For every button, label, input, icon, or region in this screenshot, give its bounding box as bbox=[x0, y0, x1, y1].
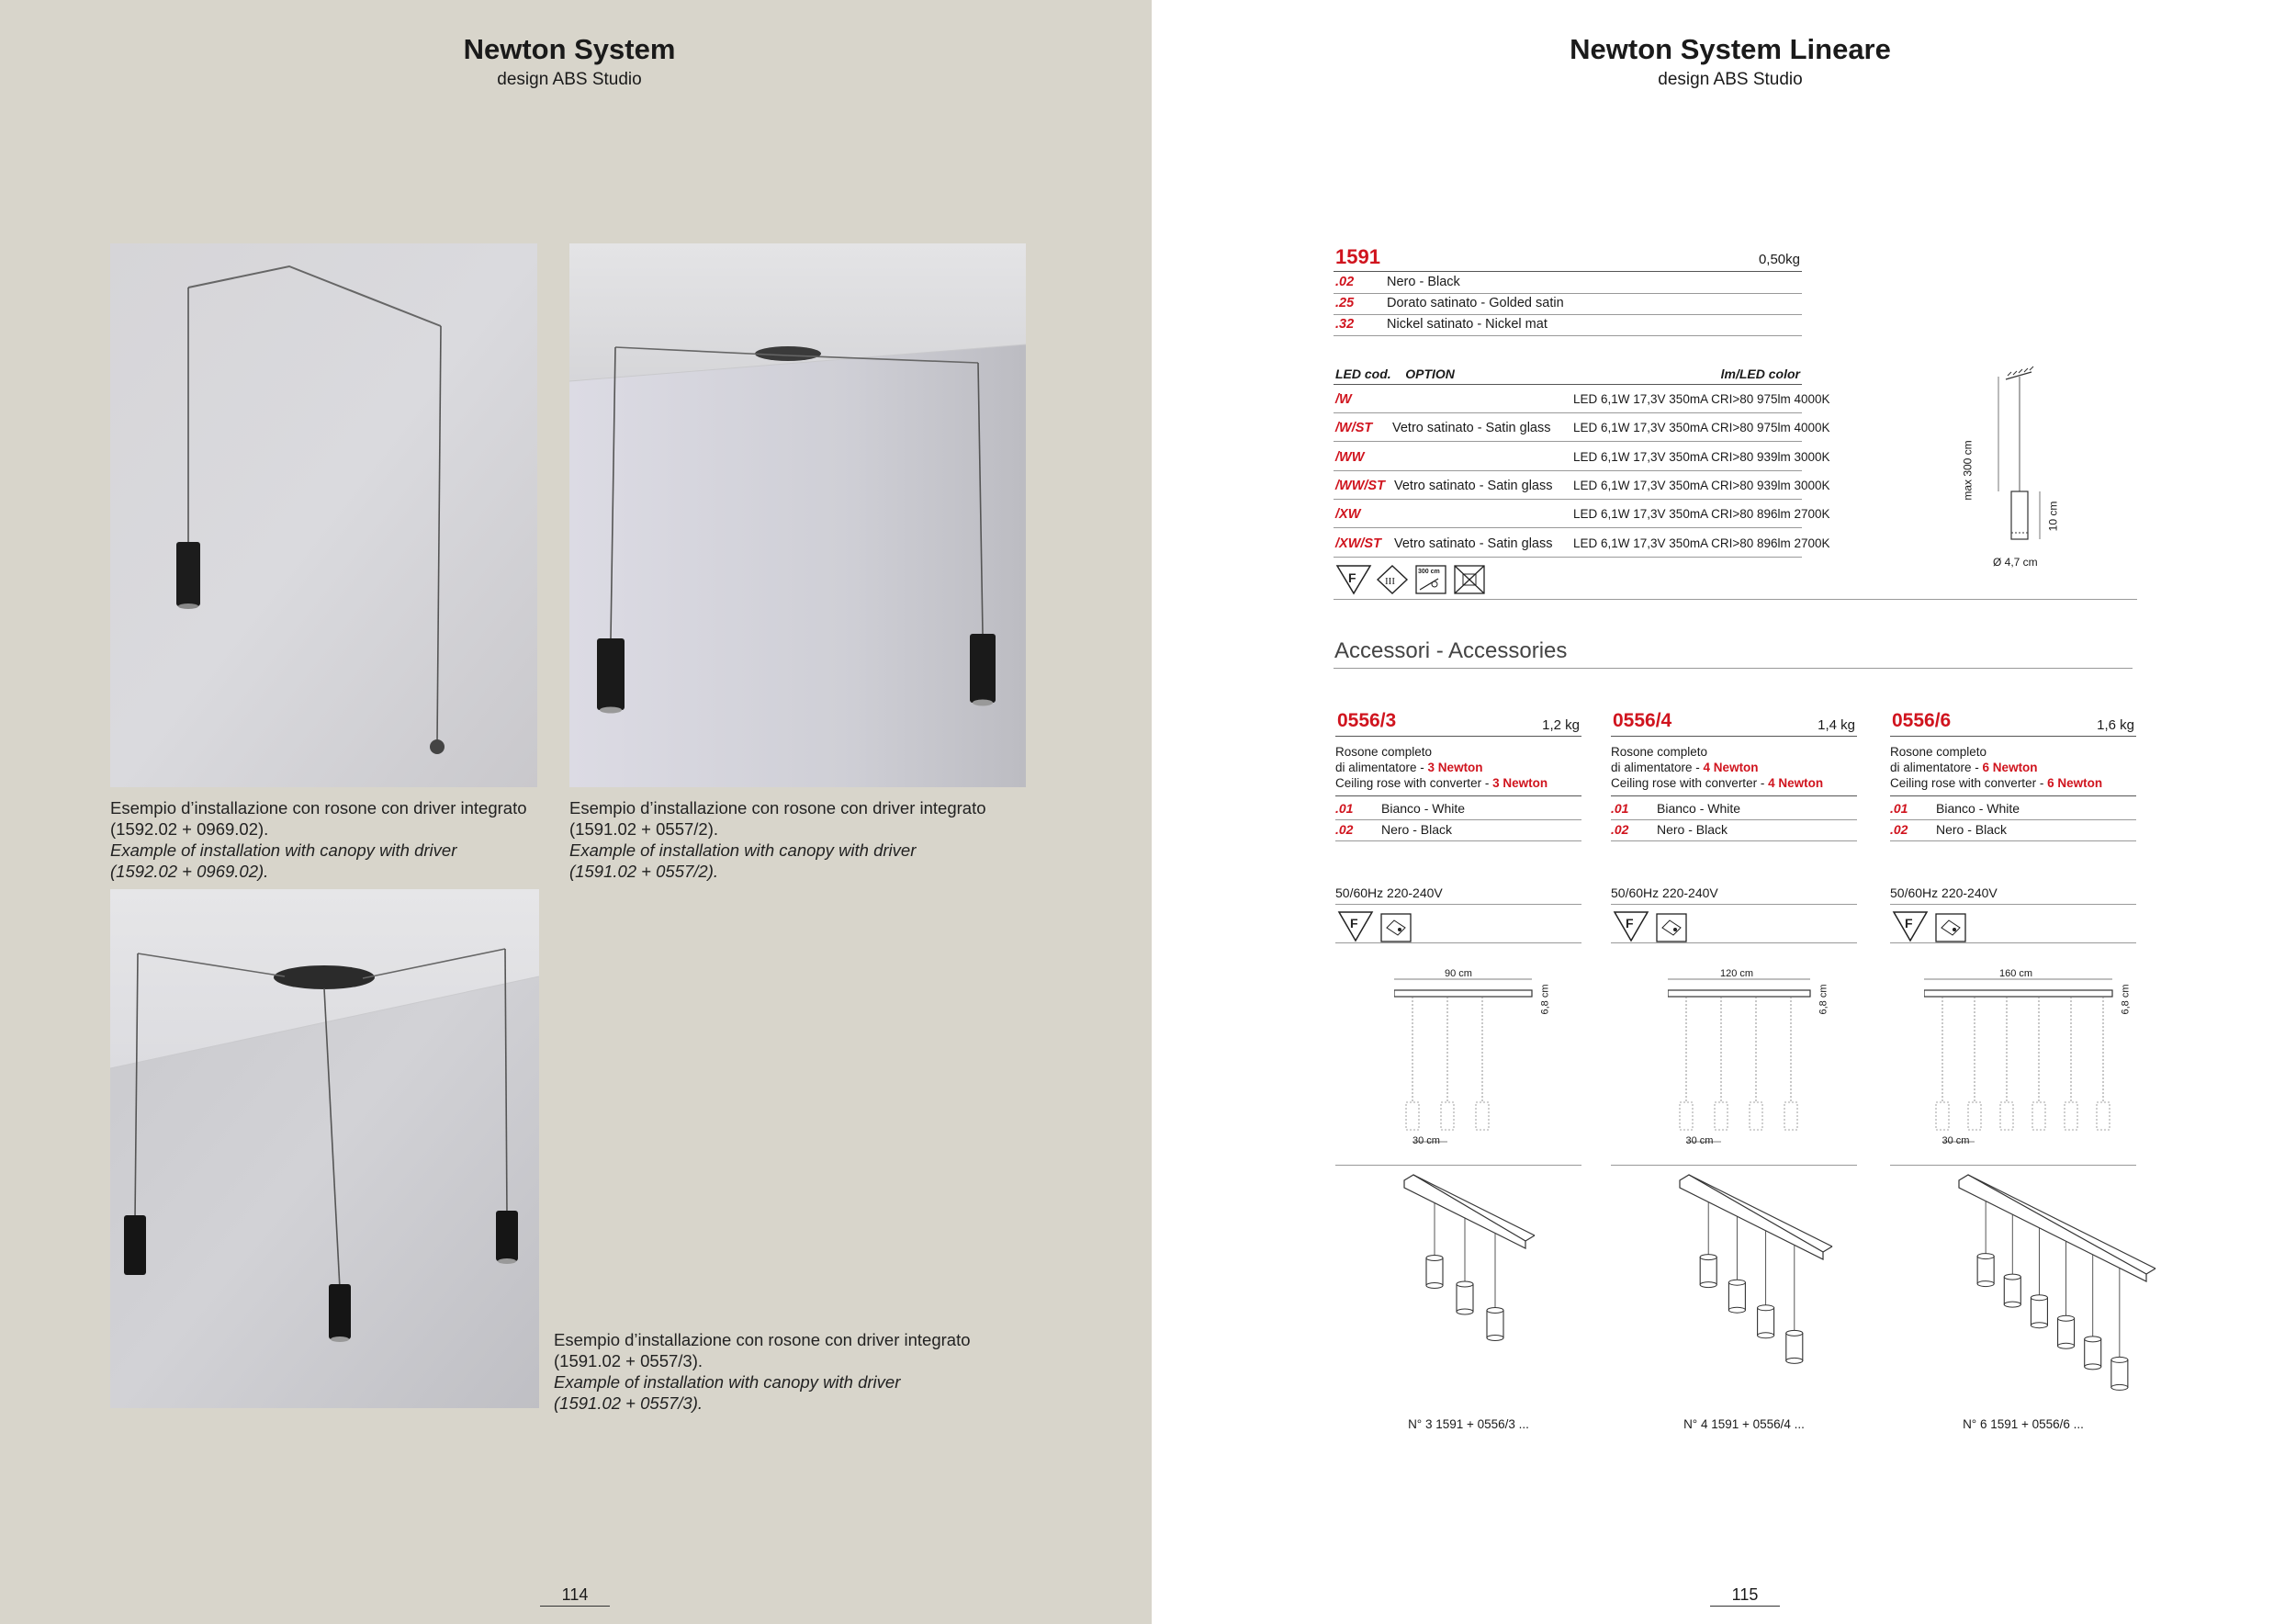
length-label: 120 cm bbox=[1720, 968, 1754, 979]
length-label: 160 cm bbox=[1999, 968, 2033, 979]
led-row: /W bbox=[1335, 392, 1352, 407]
divider bbox=[1335, 1165, 1581, 1166]
divider bbox=[1890, 840, 2136, 841]
divider bbox=[1334, 599, 2137, 600]
combination-label: N° 3 1591 + 0556/3 ... bbox=[1408, 1417, 1529, 1431]
spacing-label: 30 cm bbox=[1412, 1135, 1440, 1146]
divider bbox=[1611, 795, 1857, 796]
accessory-symbols bbox=[1337, 909, 1420, 946]
diameter-label: Ø 4,7 cm bbox=[1993, 556, 2038, 569]
led-row: /W/ST Vetro satinato - Satin glass bbox=[1335, 421, 1551, 436]
divider bbox=[1334, 499, 1802, 500]
led-spec: LED 6,1W 17,3V 350mA CRI>80 939lm 3000K bbox=[1573, 449, 1830, 464]
f-symbol-text: F bbox=[1348, 570, 1356, 585]
led-spec: LED 6,1W 17,3V 350mA CRI>80 939lm 3000K bbox=[1573, 478, 1830, 492]
perspective-drawing bbox=[1386, 1171, 1606, 1419]
divider bbox=[1334, 384, 1802, 385]
f-symbol-text: F bbox=[1626, 916, 1634, 930]
divider bbox=[1334, 293, 1802, 294]
accessory-description: Rosone completo di alimentatore - 3 Newton Ceiling rose with converter - 3 Newton bbox=[1335, 745, 1548, 790]
accessory-finish: .01 Bianco - White bbox=[1335, 801, 1466, 816]
dimension-drawing bbox=[1924, 974, 2149, 1157]
combination-label: N° 4 1591 + 0556/4 ... bbox=[1683, 1417, 1805, 1431]
voltage: 50/60Hz 220-240V bbox=[1335, 885, 1443, 900]
divider bbox=[1335, 819, 1581, 820]
led-row: /XW bbox=[1335, 507, 1361, 523]
page-subtitle: design ABS Studio bbox=[497, 70, 642, 89]
finish-row: .32 Nickel satinato - Nickel mat bbox=[1335, 317, 1548, 332]
voltage: 50/60Hz 220-240V bbox=[1890, 885, 1998, 900]
f-symbol-text: F bbox=[1905, 916, 1913, 930]
divider bbox=[1890, 819, 2136, 820]
caption-1: Esempio d’installazione con rosone con driver integrato (1592.02 + 0969.02). Example of installation with canopy with driver (1592.02 + 0969.02). bbox=[110, 798, 527, 881]
divider bbox=[1335, 942, 1581, 943]
page-title: Newton System bbox=[463, 33, 676, 65]
accessory-finish: .02 Nero - Black bbox=[1890, 822, 2008, 837]
divider bbox=[1334, 668, 2133, 669]
divider bbox=[1334, 335, 1802, 336]
height-label: 10 cm bbox=[2046, 501, 2060, 532]
divider bbox=[1890, 904, 2136, 905]
led-spec: LED 6,1W 17,3V 350mA CRI>80 975lm 4000K bbox=[1573, 392, 1830, 406]
divider bbox=[1611, 736, 1857, 737]
accessory-code: 0556/3 bbox=[1337, 710, 1397, 731]
max-height-label: max 300 cm bbox=[1961, 440, 1975, 501]
caption-2: Esempio d’installazione con rosone con driver integrato (1591.02 + 0557/2). Example of installation with canopy with driver (1591.02 + 0557/2). bbox=[569, 798, 986, 881]
divider bbox=[1334, 314, 1802, 315]
page-title: Newton System Lineare bbox=[1570, 33, 1891, 65]
combination-label: N° 6 1591 + 0556/6 ... bbox=[1963, 1417, 2084, 1431]
divider bbox=[1890, 942, 2136, 943]
voltage: 50/60Hz 220-240V bbox=[1611, 885, 1718, 900]
led-row: /WW/ST Vetro satinato - Satin glass bbox=[1335, 478, 1553, 493]
divider bbox=[1334, 271, 1802, 272]
accessory-finish: .02 Nero - Black bbox=[1611, 822, 1728, 837]
divider bbox=[1611, 904, 1857, 905]
installation-photo-2 bbox=[569, 243, 1026, 787]
divider bbox=[1334, 441, 1802, 442]
length-label: 90 cm bbox=[1445, 968, 1472, 979]
page-number: 115 bbox=[1710, 1585, 1780, 1607]
divider bbox=[1611, 819, 1857, 820]
accessory-symbols bbox=[1613, 909, 1695, 946]
right-page bbox=[1152, 0, 2296, 1624]
installation-photo-1 bbox=[110, 243, 537, 787]
symbols-row bbox=[1335, 562, 1501, 599]
page-subtitle: design ABS Studio bbox=[1658, 70, 1803, 89]
spacing-label: 30 cm bbox=[1941, 1135, 1970, 1146]
divider bbox=[1335, 795, 1581, 796]
divider bbox=[1611, 942, 1857, 943]
divider bbox=[1611, 1165, 1857, 1166]
accessory-description: Rosone completo di alimentatore - 6 Newton Ceiling rose with converter - 6 Newton bbox=[1890, 745, 2103, 790]
accessory-weight: 1,6 kg bbox=[2097, 717, 2134, 733]
divider bbox=[1335, 840, 1581, 841]
product-code: 1591 bbox=[1335, 245, 1380, 268]
accessory-finish: .02 Nero - Black bbox=[1335, 822, 1453, 837]
divider bbox=[1890, 795, 2136, 796]
installation-photo-3 bbox=[110, 889, 539, 1408]
height-label: 6,8 cm bbox=[1539, 984, 1551, 1015]
divider bbox=[1890, 736, 2136, 737]
accessories-title: Accessori - Accessories bbox=[1334, 638, 1568, 663]
divider bbox=[1335, 736, 1581, 737]
led-spec: LED 6,1W 17,3V 350mA CRI>80 896lm 2700K bbox=[1573, 536, 1830, 550]
class-symbol-text: III bbox=[1385, 576, 1395, 587]
divider bbox=[1890, 1165, 2136, 1166]
lamp-dimension-drawing bbox=[1951, 363, 2079, 579]
led-spec: LED 6,1W 17,3V 350mA CRI>80 975lm 4000K bbox=[1573, 421, 1830, 435]
product-weight: 0,50kg bbox=[1758, 252, 1800, 267]
divider bbox=[1334, 527, 1802, 528]
accessory-weight: 1,2 kg bbox=[1542, 717, 1580, 733]
f-symbol-text: F bbox=[1350, 916, 1358, 930]
height-label: 6,8 cm bbox=[1818, 984, 1829, 1015]
accessory-finish: .01 Bianco - White bbox=[1611, 801, 1741, 816]
caption-3: Esempio d’installazione con rosone con driver integrato (1591.02 + 0557/3). Example of installation with canopy with driver (1591.02 + 0557/3). bbox=[554, 1330, 971, 1413]
spacing-label: 30 cm bbox=[1685, 1135, 1714, 1146]
led-table-header-color: lm/LED color bbox=[1720, 367, 1800, 381]
distance-symbol-text: 300 cm bbox=[1418, 569, 1440, 575]
divider bbox=[1334, 557, 1802, 558]
accessory-symbols bbox=[1892, 909, 1975, 946]
divider bbox=[1334, 412, 1802, 413]
divider bbox=[1335, 904, 1581, 905]
accessory-code: 0556/4 bbox=[1613, 710, 1672, 731]
finish-row: .02 Nero - Black bbox=[1335, 275, 1460, 289]
divider bbox=[1334, 470, 1802, 471]
led-row: /WW bbox=[1335, 449, 1365, 465]
height-label: 6,8 cm bbox=[2120, 984, 2132, 1015]
divider bbox=[1611, 840, 1857, 841]
led-table-header: LED cod. OPTION bbox=[1335, 367, 1455, 381]
perspective-drawing bbox=[1661, 1171, 1882, 1419]
accessory-code: 0556/6 bbox=[1892, 710, 1952, 731]
accessory-finish: .01 Bianco - White bbox=[1890, 801, 2020, 816]
accessory-description: Rosone completo di alimentatore - 4 Newton Ceiling rose with converter - 4 Newton bbox=[1611, 745, 1824, 790]
perspective-drawing bbox=[1941, 1171, 2161, 1419]
finish-row: .25 Dorato satinato - Golded satin bbox=[1335, 296, 1564, 310]
led-row: /XW/ST Vetro satinato - Satin glass bbox=[1335, 536, 1553, 551]
accessory-weight: 1,4 kg bbox=[1818, 717, 1855, 733]
page-number: 114 bbox=[540, 1585, 610, 1607]
led-spec: LED 6,1W 17,3V 350mA CRI>80 896lm 2700K bbox=[1573, 507, 1830, 522]
